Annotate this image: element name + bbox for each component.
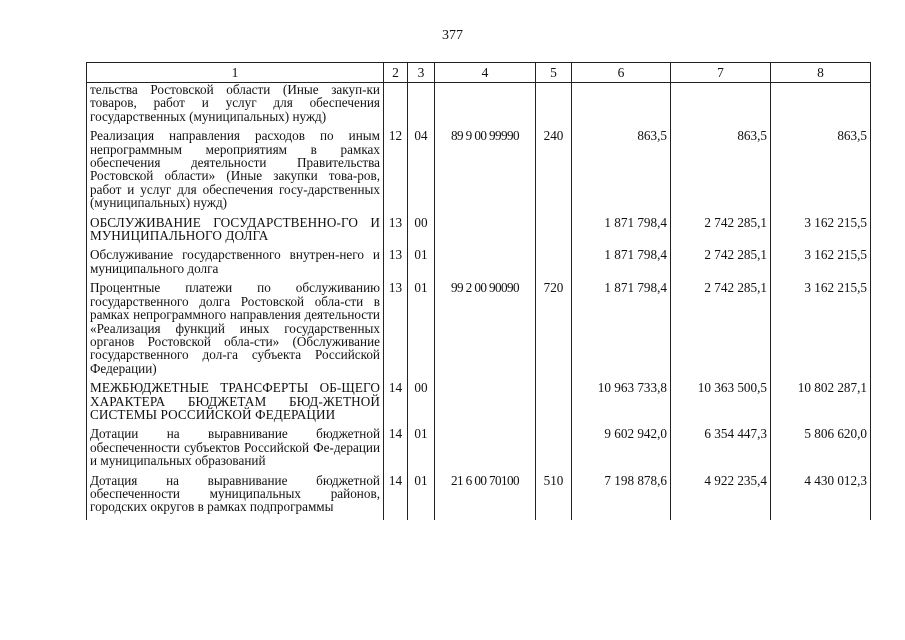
row-amount-col8: 4 430 012,3	[771, 474, 871, 520]
row-target-code	[435, 83, 536, 130]
row-target-code: 89 9 00 99990	[435, 129, 536, 215]
row-target-code: 21 6 00 70100	[435, 474, 536, 520]
row-amount-col7: 863,5	[671, 129, 771, 215]
row-subsection: 01	[408, 474, 435, 520]
row-amount-col8: 3 162 215,5	[771, 216, 871, 249]
row-expense-type	[536, 248, 572, 281]
row-section: 13	[384, 216, 408, 249]
table-row	[87, 216, 871, 249]
row-name: Процентные платежи по обслуживанию государственного долга Ростовской обла-сти в рамках непрограммного направления деятельности «Реализация функций иных государственных органов Ростовской обла-сти» (Обслуживание государственного дол-га субъекта Российской Федерации)	[87, 281, 384, 381]
row-amount-col8	[771, 83, 871, 130]
table-row	[87, 248, 871, 281]
row-name: Дотация на выравнивание бюджетной обеспеченности муниципальных районов, городских округов в рамках подпрограммы	[87, 474, 384, 520]
row-subsection: 00	[408, 381, 435, 427]
column-header: 5	[536, 63, 572, 83]
row-name: МЕЖБЮДЖЕТНЫЕ ТРАНСФЕРТЫ ОБ-ЩЕГО ХАРАКТЕРА БЮДЖЕТАМ БЮД-ЖЕТНОЙ СИСТЕМЫ РОССИЙСКОЙ ФЕДЕРАЦИИ	[87, 381, 384, 427]
row-target-code	[435, 216, 536, 249]
row-name: ОБСЛУЖИВАНИЕ ГОСУДАРСТВЕННО-ГО И МУНИЦИПАЛЬНОГО ДОЛГА	[87, 216, 384, 249]
row-target-code	[435, 248, 536, 281]
row-amount-col7: 2 742 285,1	[671, 216, 771, 249]
row-amount-col7: 10 363 500,5	[671, 381, 771, 427]
table-row	[87, 83, 871, 130]
row-section: 14	[384, 427, 408, 473]
row-amount-col7: 6 354 447,3	[671, 427, 771, 473]
row-target-code	[435, 381, 536, 427]
table-row	[87, 281, 871, 381]
row-expense-type: 510	[536, 474, 572, 520]
row-amount-col8: 10 802 287,1	[771, 381, 871, 427]
row-amount-col8: 5 806 620,0	[771, 427, 871, 473]
row-expense-type	[536, 427, 572, 473]
row-amount-col7	[671, 83, 771, 130]
row-amount-col7: 4 922 235,4	[671, 474, 771, 520]
row-subsection: 01	[408, 248, 435, 281]
row-name: тельства Ростовской области (Иные закуп-ки товаров, работ и услуг для обеспечения государственных (муниципальных) нужд)	[87, 83, 384, 130]
row-subsection	[408, 83, 435, 130]
row-expense-type	[536, 83, 572, 130]
row-amount-col6: 1 871 798,4	[572, 216, 671, 249]
row-amount-col8: 3 162 215,5	[771, 281, 871, 381]
table-row	[87, 474, 871, 520]
table-row	[87, 427, 871, 473]
row-subsection: 04	[408, 129, 435, 215]
table-row	[87, 381, 871, 427]
column-header: 6	[572, 63, 671, 83]
row-subsection: 01	[408, 281, 435, 381]
column-header: 4	[435, 63, 536, 83]
row-subsection: 00	[408, 216, 435, 249]
row-amount-col6: 1 871 798,4	[572, 248, 671, 281]
row-amount-col6: 7 198 878,6	[572, 474, 671, 520]
row-target-code	[435, 427, 536, 473]
column-header: 8	[771, 63, 871, 83]
column-header: 1	[87, 63, 384, 83]
row-amount-col6: 10 963 733,8	[572, 381, 671, 427]
row-expense-type: 240	[536, 129, 572, 215]
page-number: 377	[442, 28, 463, 43]
row-amount-col6	[572, 83, 671, 130]
row-amount-col7: 2 742 285,1	[671, 248, 771, 281]
row-section: 13	[384, 248, 408, 281]
row-expense-type	[536, 216, 572, 249]
column-header: 7	[671, 63, 771, 83]
row-subsection: 01	[408, 427, 435, 473]
row-amount-col6: 9 602 942,0	[572, 427, 671, 473]
row-amount-col6: 1 871 798,4	[572, 281, 671, 381]
row-target-code: 99 2 00 90090	[435, 281, 536, 381]
row-section: 14	[384, 474, 408, 520]
row-expense-type	[536, 381, 572, 427]
column-header: 3	[408, 63, 435, 83]
row-section: 14	[384, 381, 408, 427]
row-section: 12	[384, 129, 408, 215]
row-expense-type: 720	[536, 281, 572, 381]
row-section: 13	[384, 281, 408, 381]
budget-table	[86, 62, 871, 520]
row-amount-col7: 2 742 285,1	[671, 281, 771, 381]
column-number-header	[87, 63, 871, 83]
row-amount-col6: 863,5	[572, 129, 671, 215]
table-row	[87, 129, 871, 215]
row-name: Дотации на выравнивание бюджетной обеспеченности субъектов Российской Фе-дерации и муниципальных образований	[87, 427, 384, 473]
row-section	[384, 83, 408, 130]
row-amount-col8: 3 162 215,5	[771, 248, 871, 281]
row-amount-col8: 863,5	[771, 129, 871, 215]
row-name: Обслуживание государственного внутрен-него и муниципального долга	[87, 248, 384, 281]
row-name: Реализация направления расходов по иным непрограммным мероприятиям в рамках обеспечения деятельности Правительства Ростовской области» (Иные закупки това-ров, работ и услуг для обеспечения госу-дарственных (муниципальных) нужд)	[87, 129, 384, 215]
column-header: 2	[384, 63, 408, 83]
